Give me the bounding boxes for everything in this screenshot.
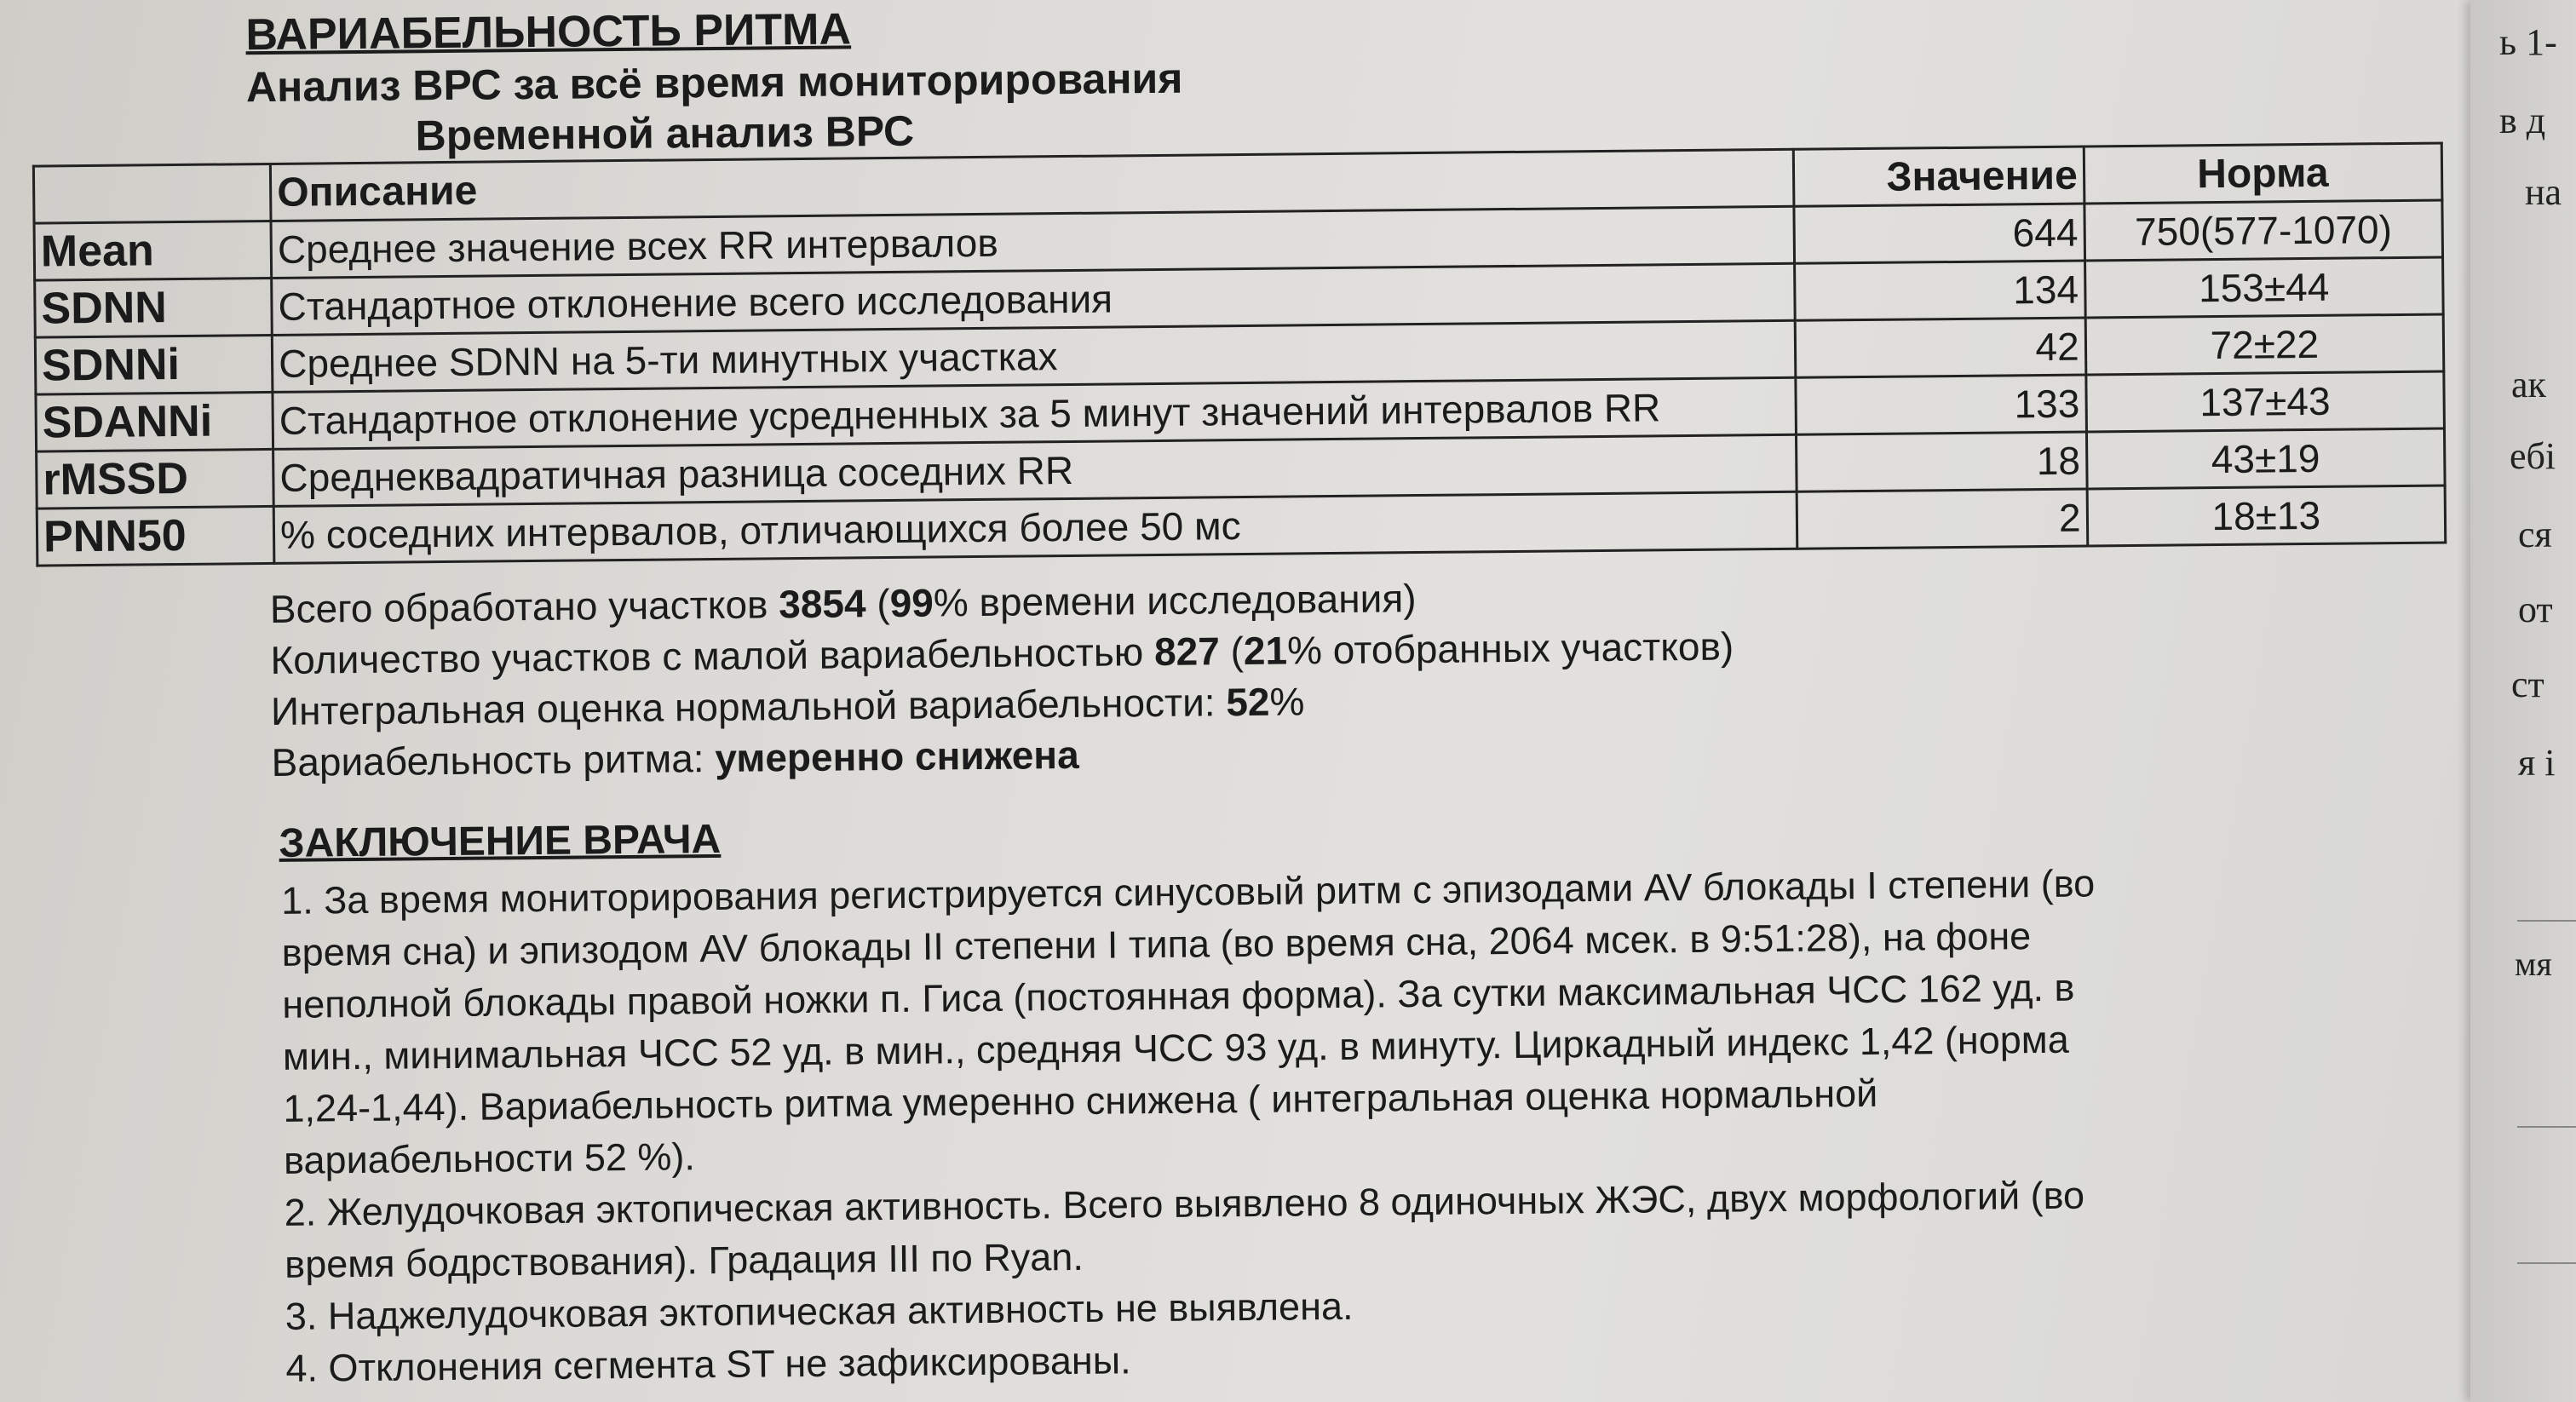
column-header-code [33, 164, 271, 223]
row-value: 134 [1795, 261, 2085, 320]
report-title: ВАРИАБЕЛЬНОСТЬ РИТМА [245, 4, 852, 60]
row-description: Стандартное отклонение усредненных за 5 минут значений интервалов RR [273, 377, 1797, 449]
row-description: Среднеквадратичная разница соседних RR [273, 434, 1797, 506]
conclusion-item: 1. За время мониторирования регистрируется синусовый ритм с эпизодами AV блокады I степени (во время сна) и эпизодом AV блокады II степени I типа (во время сна, 2064 мсек. в 9:51:28), на фоне неполной блокады правой ножки п. Гиса (постоянная форма). За сутки максимальная ЧСС 162 уд. в мин., минимальная ЧСС 52 уд. в мин., средняя ЧСС 93 уд. в минуту. Циркадный индекс 1,42 (норма 1,24-1,44). Вариабельность ритма умеренно снижена ( интегральная оценка нормальной вариабельности 52 %). [280, 861, 2096, 1182]
side-page-fragment: ст [2511, 664, 2544, 705]
summary-value: 827 [1153, 629, 1221, 675]
conclusion-item: 4. Отклонения сегмента ST не зафиксированы. [285, 1338, 1131, 1390]
side-page-rule [2517, 920, 2576, 922]
row-code: Mean [34, 221, 272, 280]
side-page-rule [2517, 1126, 2576, 1128]
report-subtitle: Анализ ВРС за всё время мониторирования [245, 54, 1183, 112]
column-header-norm: Норма [2084, 143, 2442, 204]
section-title: Временной анализ ВРС [415, 106, 915, 160]
summary-text: Количество участков с малой вариабельностью [270, 629, 1155, 682]
summary-text: Вариабельность ритма: [271, 735, 716, 784]
summary-value: 3854 [778, 581, 866, 627]
summary-value: 21 [1243, 628, 1288, 674]
summary-text: % времени исследования) [933, 576, 1417, 625]
summary-value: 52 [1226, 679, 1270, 725]
row-code: SDNNi [35, 335, 273, 394]
row-value: 18 [1797, 432, 2087, 491]
summary-text: % [1269, 679, 1305, 724]
summary-text: ( [865, 581, 890, 626]
row-code: rMSSD [37, 449, 274, 509]
conclusion-title: ЗАКЛЮЧЕНИЕ ВРАЧА [279, 816, 722, 866]
row-norm: 137±43 [2085, 371, 2444, 432]
row-description: Среднее значение всех RR интервалов [271, 206, 1795, 278]
row-value: 42 [1795, 318, 2085, 377]
row-norm: 72±22 [2085, 314, 2444, 375]
row-value: 2 [1797, 489, 2087, 549]
summary-text: Всего обработано участков [269, 582, 779, 631]
side-page-fragment: ак [2511, 364, 2546, 405]
side-page-fragment: ебі [2510, 435, 2556, 477]
row-code: PNN50 [37, 506, 274, 566]
row-description: Среднее SDNN на 5-ти минутных участках [272, 320, 1796, 392]
summary-text: % отобранных участков) [1286, 623, 1734, 673]
side-page-fragment: от [2518, 589, 2553, 630]
row-norm: 18±13 [2087, 486, 2446, 546]
side-page-fragment: я і [2518, 742, 2556, 784]
side-page-fragment: в д [2499, 100, 2546, 141]
row-norm: 153±44 [2084, 257, 2443, 318]
side-page-fragment: ся [2518, 514, 2552, 555]
summary-value: 99 [889, 580, 934, 626]
row-code: SDNN [35, 278, 273, 337]
conclusion-body [281, 856, 2271, 1394]
side-page-fragment: мя [2515, 945, 2552, 983]
column-header-value: Значение [1794, 147, 2084, 206]
hrv-table [32, 141, 2447, 566]
summary-text: ( [1219, 629, 1245, 674]
row-norm: 750(577-1070) [2084, 200, 2443, 261]
row-description: Стандартное отклонение всего исследования [272, 263, 1796, 335]
conclusion-item: 2. Желудочковая эктопическая активность. Всего выявлено 8 одиночных ЖЭС, двух морфологий (во время бодрствования). Градация III по Ryan. [284, 1173, 2085, 1286]
side-page-rule [2517, 1262, 2576, 1264]
row-value: 133 [1796, 375, 2086, 434]
side-page-fragment: ь 1- [2499, 21, 2557, 63]
conclusion-item: 3. Наджелудочковая эктопическая активность не выявлена. [285, 1284, 1354, 1338]
row-norm: 43±19 [2086, 428, 2445, 489]
row-description: % соседних интервалов, отличающихся более 50 мс [273, 491, 1797, 563]
summary-text: Интегральная оценка нормальной вариабельности: [270, 680, 1227, 733]
hrv-summary [270, 570, 1735, 788]
row-value: 644 [1794, 204, 2084, 263]
side-page-fragment: на [2525, 171, 2562, 213]
summary-value: умеренно снижена [715, 732, 1079, 780]
column-header-description: Описание [270, 149, 1794, 221]
row-code: SDANNi [36, 392, 273, 451]
